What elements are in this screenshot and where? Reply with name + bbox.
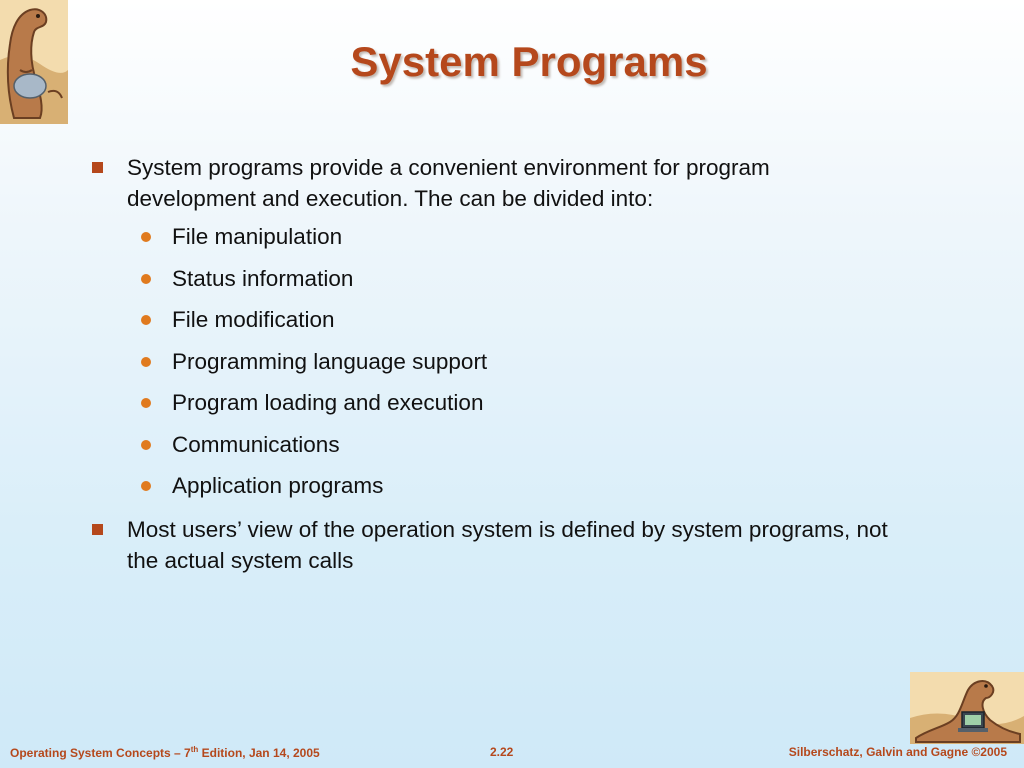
bullet-item bbox=[90, 152, 890, 499]
round-bullet-icon bbox=[141, 357, 151, 367]
footer-course-info: Operating System Concepts – 7th Edition, Jan 14, 2005 bbox=[10, 745, 320, 760]
round-bullet-icon bbox=[141, 315, 151, 325]
dinosaur-laptop-illustration-icon bbox=[910, 672, 1024, 744]
sub-bullet-item bbox=[127, 431, 890, 458]
round-bullet-icon bbox=[141, 274, 151, 284]
sub-bullet-text: Status information bbox=[172, 265, 354, 291]
sub-bullet-item bbox=[127, 265, 890, 292]
sub-bullet-item bbox=[127, 472, 890, 499]
square-bullet-icon bbox=[92, 162, 103, 173]
slide-content bbox=[90, 152, 890, 588]
round-bullet-icon bbox=[141, 232, 151, 242]
sub-bullet-item bbox=[127, 306, 890, 333]
sub-bullet-list bbox=[127, 223, 890, 499]
footer-copyright: Silberschatz, Galvin and Gagne ©2005 bbox=[788, 745, 1007, 759]
square-bullet-icon bbox=[92, 524, 103, 535]
sub-bullet-text: Program loading and execution bbox=[172, 390, 484, 415]
bullet-text: System programs provide a convenient environment for program development and execution. The can be divided into: bbox=[127, 155, 770, 211]
sub-bullet-item bbox=[127, 348, 890, 375]
sub-bullet-text: File manipulation bbox=[172, 224, 343, 249]
round-bullet-icon bbox=[141, 440, 151, 450]
sub-bullet-text: File modification bbox=[172, 307, 335, 332]
sub-bullet-item bbox=[127, 389, 890, 416]
sub-bullet-text: Programming language support bbox=[172, 348, 488, 374]
bullet-item bbox=[90, 514, 890, 576]
footer-page-number: 2.22 bbox=[490, 745, 514, 759]
sub-bullet-item bbox=[127, 223, 890, 250]
sub-bullet-text: Communications bbox=[172, 431, 340, 457]
bullet-text: Most users’ view of the operation system is defined by system programs, not the actual system calls bbox=[127, 516, 888, 573]
sub-bullet-text: Application programs bbox=[172, 473, 384, 498]
slide-title: System Programs bbox=[350, 38, 708, 85]
round-bullet-icon bbox=[141, 398, 151, 408]
round-bullet-icon bbox=[141, 481, 151, 491]
